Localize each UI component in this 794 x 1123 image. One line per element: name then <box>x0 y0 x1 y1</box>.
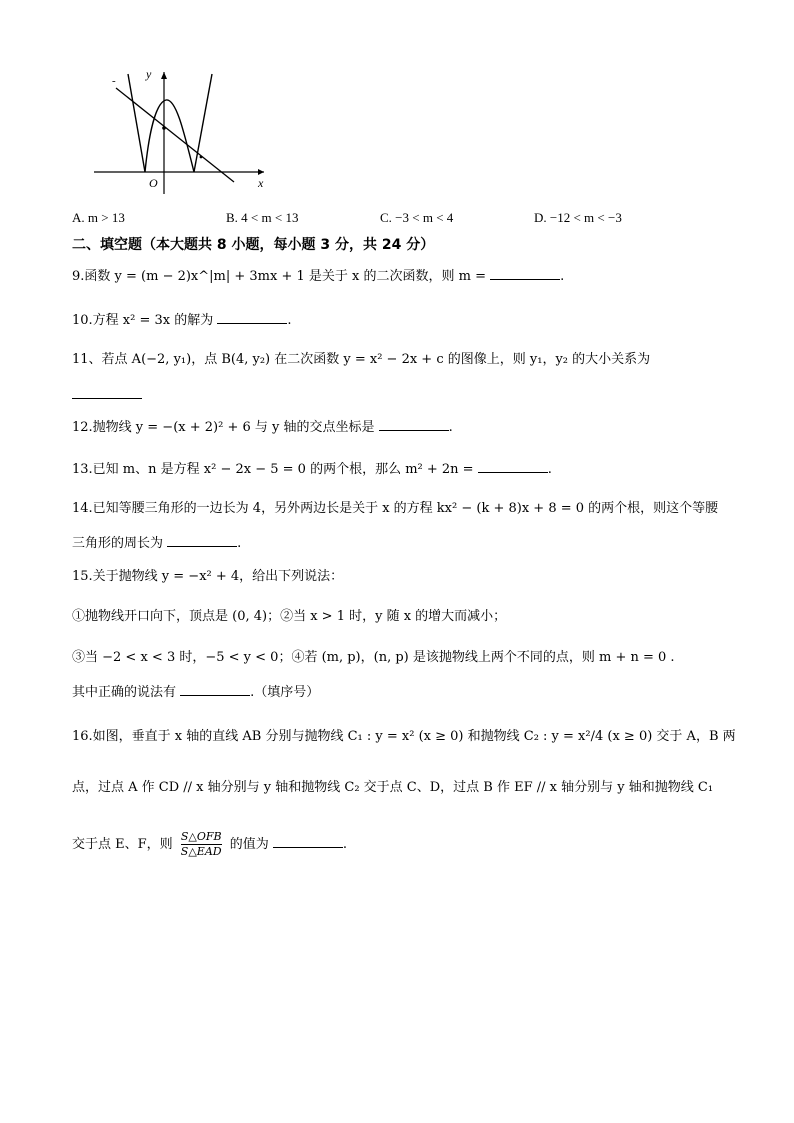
question-15-answer: 其中正确的说法有 .（填序号） <box>72 685 320 700</box>
option-c: C. −3 < m < 4 <box>380 210 454 225</box>
question-16-line2: 点，过点 A 作 CD // x 轴分别与 y 轴和抛物线 C₂ 交于点 C、D，过点 B 作 EF // x 轴分别与 y 轴和抛物线 C₁ <box>72 780 714 795</box>
answer-blank-12[interactable] <box>379 418 449 431</box>
question-10: 10.方程 x² = 3x 的解为 . <box>72 313 292 328</box>
section-title: 二、填空题（本大题共 8 小题，每小题 3 分，共 24 分） <box>72 237 435 253</box>
question-16 <box>72 727 736 747</box>
middle-hump <box>145 100 194 172</box>
intersecting-line <box>116 88 234 182</box>
question-16-text: 16.如图，垂直于 x 轴的直线 AB 分别与抛物线 C₁ : y = x² (x ≥ 0) 和抛物线 C₂ : y = x²/4 (x ≥ 0) 交于 A，B 两 <box>72 729 736 744</box>
question-14-text: 14.已知等腰三角形的一边长为 4，另外两边长是关于 x 的方程 kx² − (k + 8)x + 8 = 0 的两个根，则这个等腰 <box>72 501 719 516</box>
question-12-text: 12.抛物线 y = −(x + 2)² + 6 与 y 轴的交点坐标是 <box>72 420 375 435</box>
answer-blank-14[interactable] <box>167 534 237 547</box>
fraction-numerator: S△OFB <box>180 830 222 843</box>
answer-blank-15[interactable] <box>180 683 250 696</box>
question-12: 12.抛物线 y = −(x + 2)² + 6 与 y 轴的交点坐标是 . <box>72 420 453 435</box>
x-axis-arrow <box>258 169 264 175</box>
question-11 <box>72 350 650 370</box>
answer-blank-11[interactable] <box>72 386 142 399</box>
answer-blank-10[interactable] <box>217 311 287 324</box>
left-branch <box>128 74 145 172</box>
y-axis-label: y <box>146 67 152 81</box>
intersection-point-1 <box>162 126 166 130</box>
question-16-line3: 交于点 E、F，则 S△OFB S△EAD 的值为 . <box>72 830 348 858</box>
question-13: 13.已知 m、n 是方程 x² − 2x − 5 = 0 的两个根，那么 m² + 2n = . <box>72 462 552 477</box>
question-9-text: 9.函数 y = (m − 2)x^|m| + 3mx + 1 是关于 x 的二次函数，则 m = <box>72 269 486 284</box>
question-14-line2: 三角形的周长为 . <box>72 536 242 551</box>
intersection-point-2 <box>200 156 203 159</box>
question-11-line2 <box>72 386 142 406</box>
question-10-text: 10.方程 x² = 3x 的解为 <box>72 313 214 328</box>
question-11-text: 11、若点 A(−2, y₁)，点 B(4, y₂) 在二次函数 y = x² − 2x + c 的图像上，则 y₁，y₂ 的大小关系为 <box>72 352 651 367</box>
y-axis-arrow <box>161 72 167 79</box>
question-15 <box>72 567 343 587</box>
area-ratio-fraction <box>181 830 222 859</box>
question-15-text: 15.关于抛物线 y = −x² + 4，给出下列说法： <box>72 569 344 584</box>
question-9: 9.函数 y = (m − 2)x^|m| + 3mx + 1 是关于 x 的二次函数，则 m = . <box>72 269 565 284</box>
question-14 <box>72 499 718 519</box>
option-d: D. −12 < m < −3 <box>534 210 622 225</box>
answer-blank-16[interactable] <box>273 835 343 848</box>
answer-blank-13[interactable] <box>478 460 548 473</box>
fraction-denominator: S△EAD <box>180 845 222 858</box>
x-axis-label: x <box>258 176 264 190</box>
origin-label: O <box>149 176 158 190</box>
minus-mark: - <box>112 75 116 87</box>
question-15-statement-1-2: ①抛物线开口向下，顶点是 (0, 4)；②当 x > 1 时，y 随 x 的增大而减小； <box>72 609 507 624</box>
parabola-figure <box>88 62 278 198</box>
answer-blank-9[interactable] <box>490 267 560 280</box>
question-15-statement-3-4: ③当 −2 < x < 3 时，−5 < y < 0；④若 (m, p)，(n, p) 是该抛物线上两个不同的点，则 m + n = 0 . <box>72 650 675 665</box>
option-b: B. 4 < m < 13 <box>226 210 299 225</box>
question-13-text: 13.已知 m、n 是方程 x² − 2x − 5 = 0 的两个根，那么 m² + 2n = <box>72 462 474 477</box>
option-a: A. m > 13 <box>72 210 125 225</box>
